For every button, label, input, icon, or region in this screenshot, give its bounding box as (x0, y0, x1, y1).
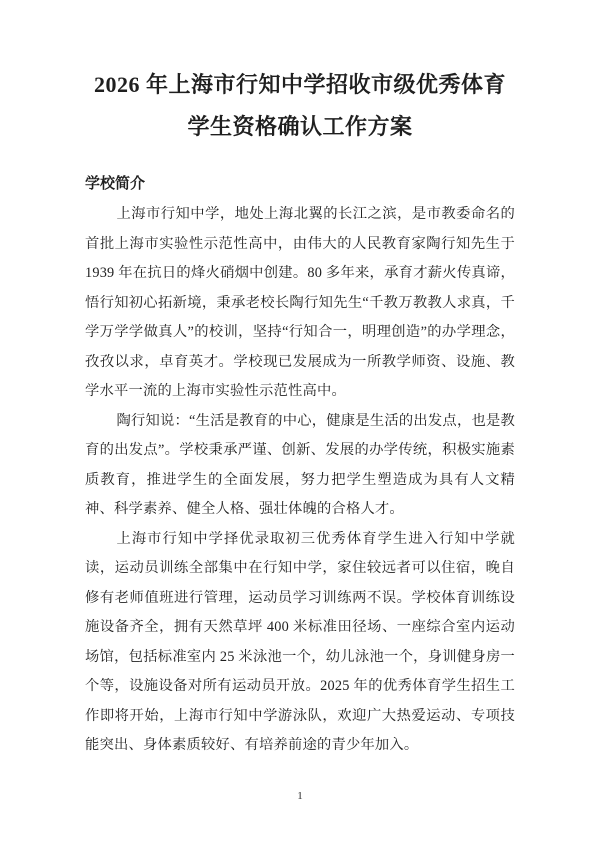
document-title-line-2: 学生资格确认工作方案 (187, 114, 413, 139)
paragraph: 上海市行知中学，地处上海北翼的长江之滨，是市教委命名的首批上海市实验性示范性高中，由伟大的人民教育家陶行知先生于 1939 年在抗日的烽火硝烟中创建。80 多年来，承育才薪火传真谛，悟行知初心拓新境，秉承老校长陶行知先生“千教万教教人求真，千学万学学做真人”的校训，坚持“行知合一，明理创造”的办学理念，孜孜以求，卓育英才。学校现已发展成为一所教学师资、设施、教学水平一流的上海市实验性示范性高中。 (85, 206, 515, 399)
document-body (85, 200, 515, 761)
document-title (85, 64, 515, 148)
paragraph: 陶行知说：“生活是教育的中心，健康是生活的出发点，也是教育的出发点”。学校秉承严谨、创新、发展的办学传统，积极实施素质教育，推进学生的全面发展，努力把学生塑造成为具有人文精神、科学素养、健全人格、强壮体魄的合格人才。 (85, 412, 515, 517)
paragraph: 上海市行知中学择优录取初三优秀体育学生进入行知中学就读，运动员训练全部集中在行知中学，家住较远者可以住宿，晚自修有老师值班进行管理，运动员学习训练两不误。学校体育训练设施设备齐全，拥有天然草坪 400 米标准田径场、一座综合室内运动场馆，包括标准室内 25 米泳池一个，幼儿泳池一个，身训健身房一个等，设施设备对所有运动员开放。2025 年的优秀体育学生招生工作即将开始，上海市行知中学游泳队，欢迎广大热爱运动、专项技能突出、身体素质较好、有培养前途的青少年加入。 (85, 530, 515, 753)
section-heading: 学校简介 (85, 176, 146, 192)
page-number: 1 (297, 790, 303, 802)
document-title-line-1: 2026 年上海市行知中学招收市级优秀体育 (93, 72, 506, 97)
